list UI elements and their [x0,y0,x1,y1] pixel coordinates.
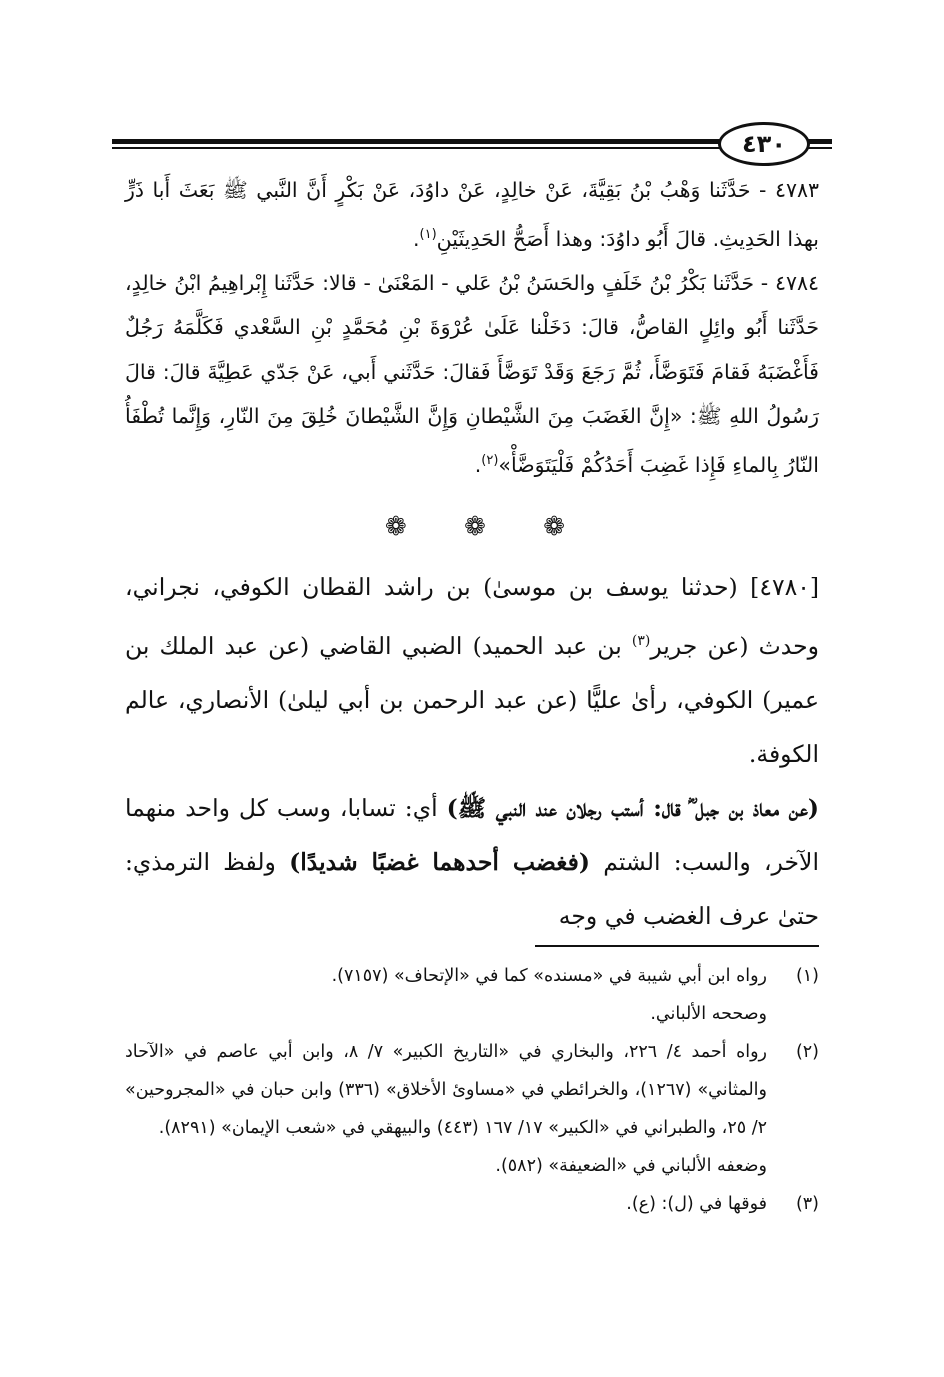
commentary-p2-quote-c: (فغضب أحدهما غضبًا شديدًا) [289,847,590,876]
hadith-4784-end: . [474,452,482,477]
page-number: ٤٣٠ [718,122,810,166]
hadith-block [125,168,819,487]
hadith-4783-end: . [413,226,420,251]
footnote-1-extra: وصححه الألباني. [650,1004,767,1024]
separator-star: ❁ [464,512,486,542]
separator-star: ❁ [543,512,565,542]
commentary-p1-text-a: [٤٧٨٠] (حدثنا يوسف بن موسىٰ) بن راشد القطان الكوفي، نجراني، وحدث (عن جرير [125,573,819,660]
footnote-3 [125,1185,819,1223]
commentary-p2-quote-a: (عن معاذ بن جبل ؓ قال: أستب رجلان عند النبي ﷺ) [446,793,819,822]
commentary-p2-text-d: ولفظ الترمذي: حتىٰ عرف الغضب في وجه [125,847,819,930]
hadith-4783 [125,168,819,261]
footnote-ref-1: (١) [419,226,437,242]
footnote-divider [535,945,819,947]
footnote-text: رواه ابن أبي شيبة في «مسنده» كما في «الإتحاف» (٧١٥٧). [331,966,767,986]
footnote-ref-3: (٣) [631,633,651,649]
footnote-text: رواه أحمد ٤/ ٢٢٦، والبخاري في «التاريخ الكبير» ٧/ ٨، وابن أبي عاصم في «الآحاد والمثاني» (١٢٦٧)، والخرائطي في «مساوئ الأخلاق» (٣٣٦) وابن حبان في «المجروحين» ٢/ ٢٥، والطبراني في «الكبير» ١٧/ ١٦٧ (٤٤٣) والبيهقي في «شعب الإيمان» (٨٢٩١). [125,1042,768,1138]
commentary [125,560,819,943]
commentary-paragraph-1 [125,560,819,781]
hadith-4783-text: ٤٧٨٣ - حَدَّثَنا وَهْبُ بْنُ بَقِيَّةَ، عَنْ خالِدٍ، عَنْ داوُدَ، عَنْ بَكْرٍ أَنَّ النَّبي ﷺ بَعَثَ أَبا ذَرٍّ بهذا الحَدِيثِ. قالَ أَبُو داوُدَ: وهذا أَصَحُّ الحَدِيثَيْنِ [125,178,819,251]
footnote-2 [125,1033,819,1147]
section-separator [385,512,565,542]
footnote-2-extra: وضعفه الألباني في «الضعيفة» (٥٨٢). [495,1156,767,1176]
commentary-p2-text-b: أي: تسابا، وسب كل واحد منهما الآخر، والسب: الشتم [125,793,819,876]
page-header [112,122,832,170]
footnote-text: فوقها في (ل): (ع). [626,1194,767,1214]
hadith-4784 [125,261,819,487]
hadith-4784-text: ٤٧٨٤ - حَدَّثَنا بَكْرُ بْنُ خَلَفٍ والحَسَنُ بْنُ عَلي - المَعْنَىٰ - قالا: حَدَّثَنا إِبْراهِيمُ ابْنُ خالِدٍ، حَدَّثَنا أَبُو وائِلٍ القاصُّ، قالَ: دَخَلْنا عَلَىٰ عُرْوَةَ بْنِ مُحَمَّدٍ بْنِ السَّعْدي فَكَلَّمَهُ رَجُلٌ فَأَغْضَبَهُ فَقامَ فَتَوَضَّأَ، ثُمَّ رَجَعَ وَقَدْ تَوَضَّأَ فَقالَ: حَدَّثَني أَبي، عَنْ جَدّي عَطِيَّةَ قالَ: قالَ رَسُولُ اللهِ ﷺ: «إِنَّ الغَضَبَ مِنَ الشَّيْطانِ وَإِنَّ الشَّيْطانَ خُلِقَ مِنَ النّارِ، وَإِنَّما تُطْفَأُ النّارُ بِالماءِ فَإِذا غَضِبَ أَحَدُكُمْ فَلْيَتَوَضَّأْ» [125,270,819,477]
footnote-1 [125,957,819,995]
separator-star: ❁ [385,512,407,542]
commentary-paragraph-2 [125,781,819,943]
footnotes [125,957,819,1223]
commentary-p1-text-b: بن عبد الحميد) الضبي القاضي (عن عبد الملك بن عمير) الكوفي، رأىٰ عليًّا (عن عبد الرحمن بن أبي ليلىٰ) الأنصاري، عالم الكوفة. [125,631,819,768]
footnote-ref-2: (٢) [481,452,499,468]
footnote-number: (٣) [795,1194,819,1214]
footnote-number: (١) [795,966,819,986]
footnote-number: (٢) [795,1042,819,1062]
